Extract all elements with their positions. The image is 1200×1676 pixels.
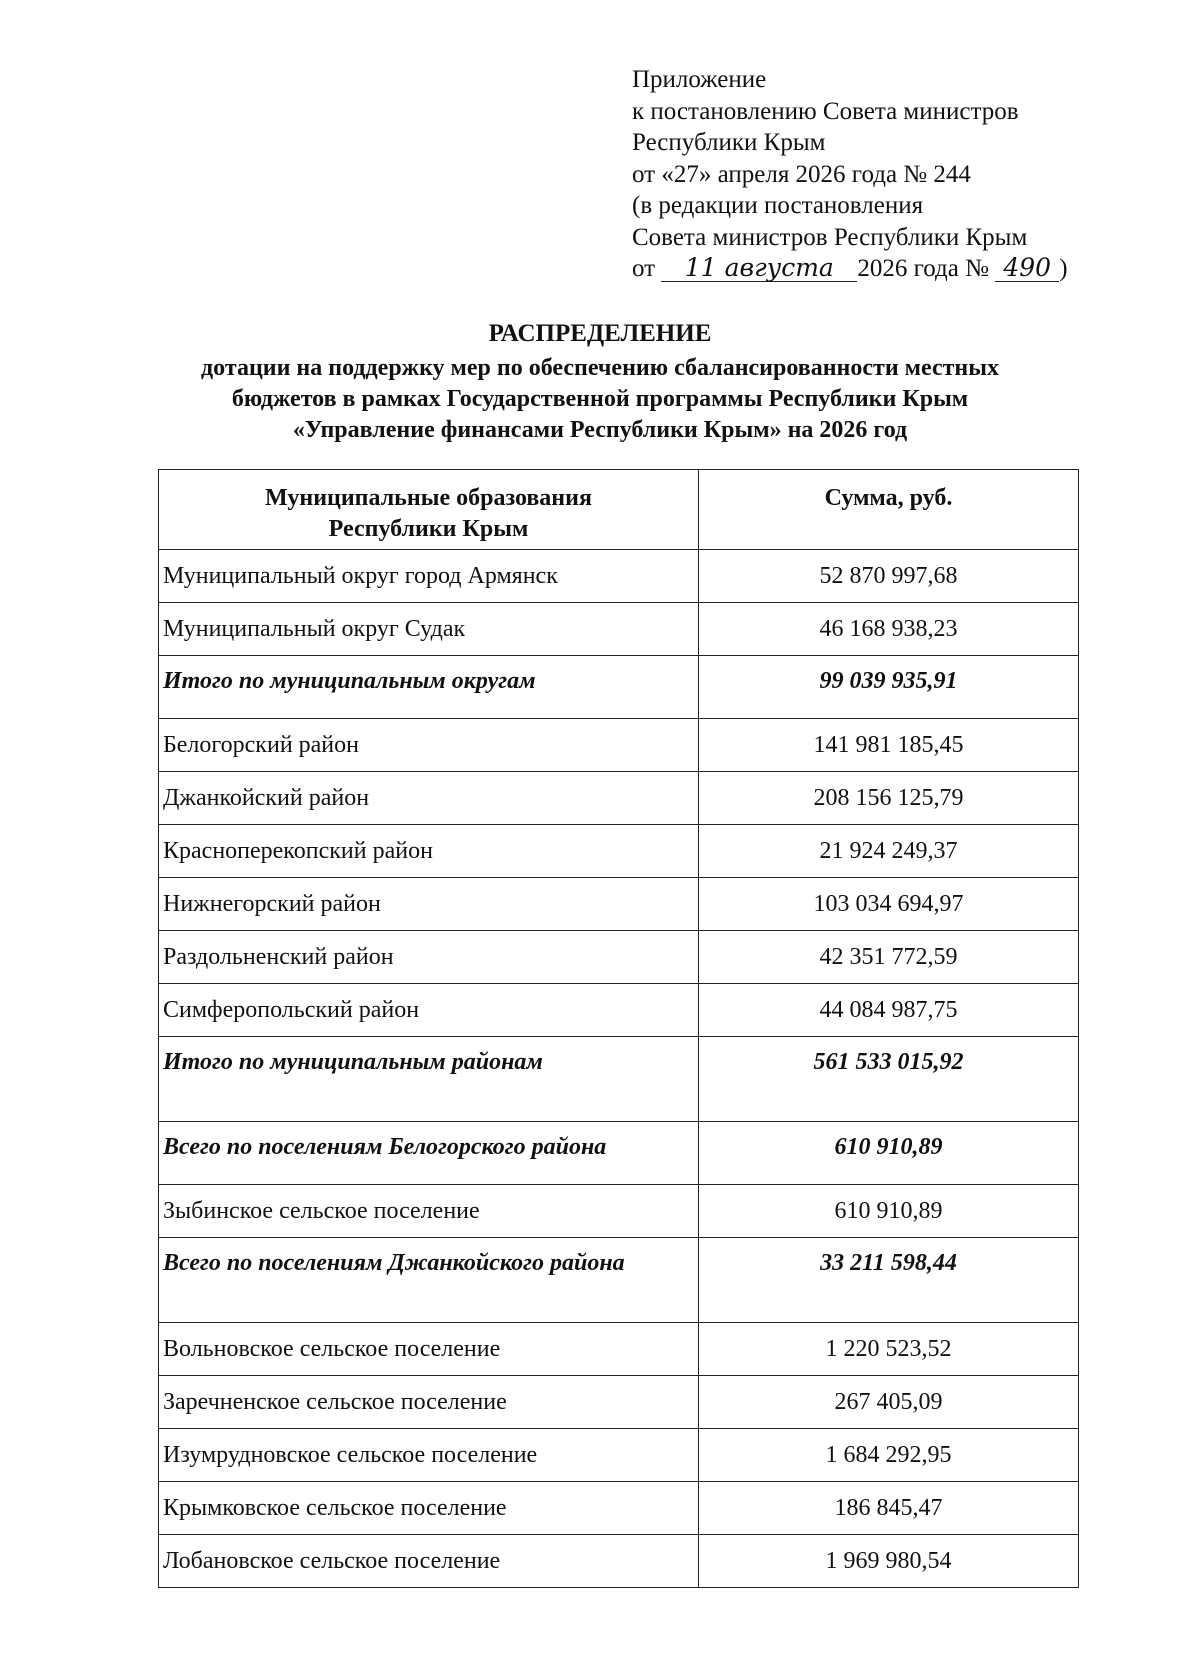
- row-name: Симферопольский район: [159, 984, 699, 1037]
- row-sum: 21 924 249,37: [699, 825, 1079, 878]
- appendix-line: Приложение: [632, 66, 767, 93]
- row-sum: 610 910,89: [699, 1185, 1079, 1238]
- row-name: Нижнегорский район: [159, 878, 699, 931]
- table-header-row: [159, 470, 1079, 550]
- row-name: Изумрудновское сельское поселение: [159, 1429, 699, 1482]
- table-row: [159, 984, 1079, 1037]
- table-row: [159, 825, 1079, 878]
- row-sum: 186 845,47: [699, 1482, 1079, 1535]
- subtotal-row: [159, 1037, 1079, 1122]
- row-name: Вольновское сельское поселение: [159, 1323, 699, 1376]
- handwritten-date: 11 августа: [661, 255, 857, 282]
- table-row: [159, 1429, 1079, 1482]
- title-line: «Управление финансами Республики Крым» на 2026 год: [292, 417, 908, 443]
- row-sum: 1 220 523,52: [699, 1323, 1079, 1376]
- row-name: Заречненское сельское поселение: [159, 1376, 699, 1429]
- row-sum: 44 084 987,75: [699, 984, 1079, 1037]
- appendix-block: [632, 64, 1068, 285]
- header-sum: Сумма, руб.: [699, 470, 1079, 550]
- handwritten-number: 490: [995, 255, 1059, 282]
- row-name: Крымковское сельское поселение: [159, 1482, 699, 1535]
- title-line: бюджетов в рамках Государственной программы Республики Крым: [231, 386, 969, 412]
- header-municipality-line2: Республики Крым: [328, 516, 529, 542]
- row-name: Джанкойский район: [159, 772, 699, 825]
- title-line: дотации на поддержку мер по обеспечению сбалансированности местных: [201, 355, 999, 381]
- row-name: Белогорский район: [159, 719, 699, 772]
- row-name: Итого по муниципальным районам: [159, 1037, 699, 1122]
- subtotal-row: [159, 1122, 1079, 1185]
- subtotal-row: [159, 656, 1079, 719]
- table-row: [159, 1323, 1079, 1376]
- table-row: [159, 1535, 1079, 1588]
- appendix-line: к постановлению Совета министров: [632, 97, 1019, 125]
- appendix-revision-line: [632, 253, 1068, 285]
- table-row: [159, 550, 1079, 603]
- row-sum: 610 910,89: [699, 1122, 1079, 1185]
- row-sum: 42 351 772,59: [699, 931, 1079, 984]
- subtotal-row: [159, 1238, 1079, 1323]
- header-municipality: [159, 470, 699, 550]
- row-name: Муниципальный округ Судак: [159, 603, 699, 656]
- row-sum: 46 168 938,23: [699, 603, 1079, 656]
- table-row: [159, 772, 1079, 825]
- row-name: Всего по поселениям Джанкойского района: [159, 1238, 699, 1323]
- row-sum: 561 533 015,92: [699, 1037, 1079, 1122]
- row-sum: 33 211 598,44: [699, 1238, 1079, 1323]
- row-sum: 141 981 185,45: [699, 719, 1079, 772]
- table-row: [159, 1185, 1079, 1238]
- row-name: Зыбинское сельское поселение: [159, 1185, 699, 1238]
- row-sum: 1 969 980,54: [699, 1535, 1079, 1588]
- table-row: [159, 603, 1079, 656]
- revision-middle: 2026 года №: [857, 255, 989, 282]
- document-title: [0, 318, 1200, 446]
- row-sum: 208 156 125,79: [699, 772, 1079, 825]
- row-name: Итого по муниципальным округам: [159, 656, 699, 719]
- row-name: Красноперекопский район: [159, 825, 699, 878]
- row-name: Раздольненский район: [159, 931, 699, 984]
- row-sum: 103 034 694,97: [699, 878, 1079, 931]
- row-sum: 1 684 292,95: [699, 1429, 1079, 1482]
- revision-prefix: от: [632, 255, 656, 282]
- row-sum: 52 870 997,68: [699, 550, 1079, 603]
- appendix-line: (в редакции постановления: [632, 192, 924, 219]
- row-sum: 267 405,09: [699, 1376, 1079, 1429]
- row-name: Муниципальный округ город Армянск: [159, 550, 699, 603]
- revision-suffix: ): [1059, 255, 1068, 282]
- table-row: [159, 878, 1079, 931]
- appendix-line: Совета министров Республики Крым: [632, 223, 1028, 251]
- row-sum: 99 039 935,91: [699, 656, 1079, 719]
- title-main: РАСПРЕДЕЛЕНИЕ: [488, 320, 712, 347]
- row-name: Всего по поселениям Белогорского района: [159, 1122, 699, 1185]
- distribution-table: [158, 469, 1079, 1588]
- row-name: Лобановское сельское поселение: [159, 1535, 699, 1588]
- table-row: [159, 1376, 1079, 1429]
- appendix-line: Республики Крым: [632, 129, 826, 156]
- header-municipality-line1: Муниципальные образования: [265, 485, 592, 511]
- appendix-line: от «27» апреля 2026 года № 244: [632, 160, 971, 188]
- table-row: [159, 931, 1079, 984]
- table-row: [159, 719, 1079, 772]
- table-row: [159, 1482, 1079, 1535]
